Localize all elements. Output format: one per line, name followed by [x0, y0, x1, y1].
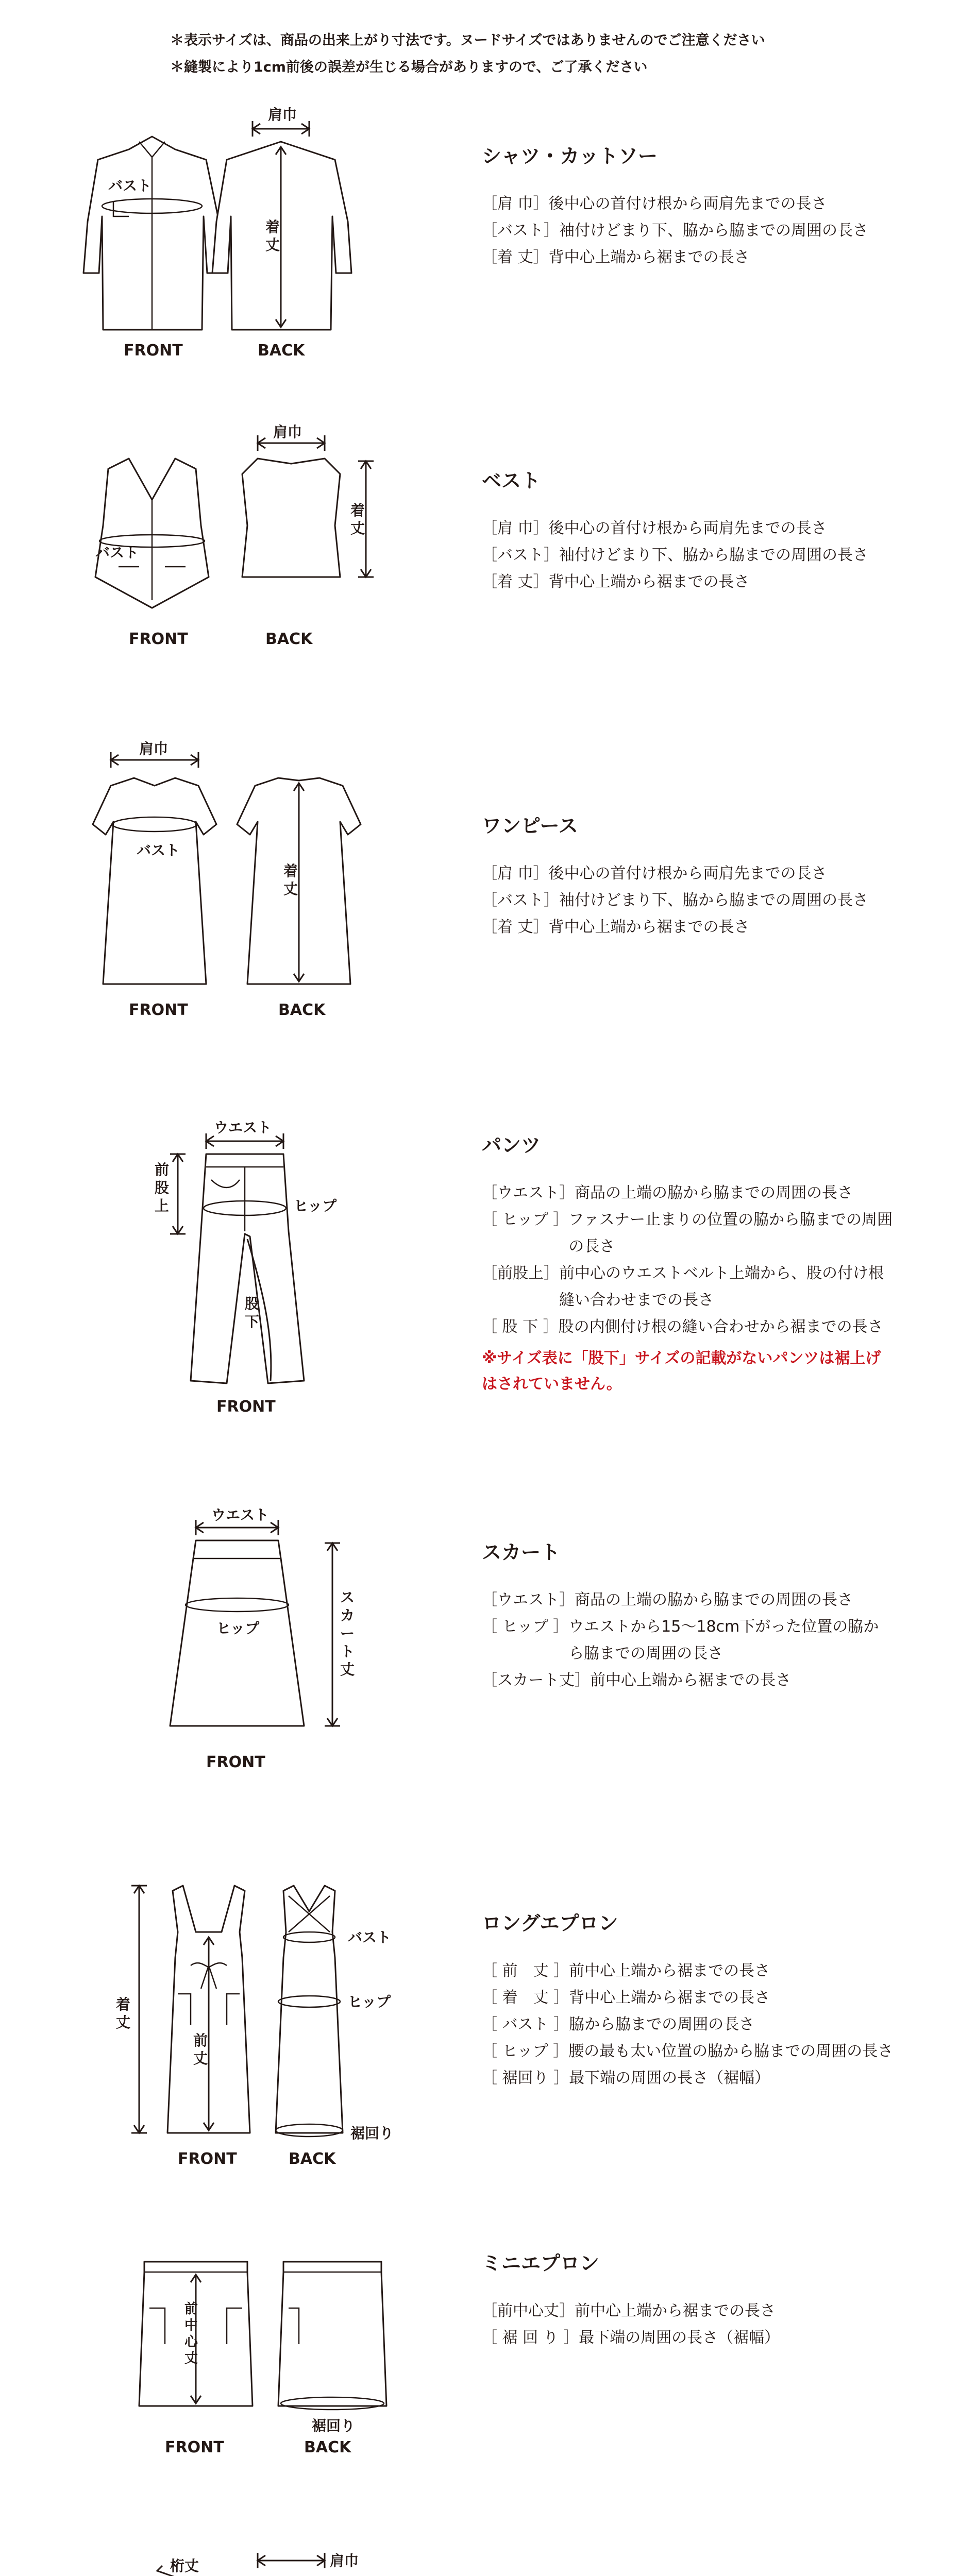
measure-label: ［肩 巾］	[482, 865, 549, 883]
measure-text: 袖付けどまり下、脇から脇までの周囲の長さ	[559, 891, 868, 909]
vest-length-label-1: 着	[350, 502, 365, 519]
long-apron-front-caption: FRONT	[178, 2150, 237, 2168]
measure-row	[482, 887, 894, 914]
measure-row	[482, 515, 894, 542]
measure-label: ［前股上］	[482, 1264, 559, 1282]
long-apron-length-label-2: 丈	[116, 2014, 131, 2031]
measure-label: ［着 丈］	[482, 248, 549, 266]
measure-row	[482, 2038, 894, 2065]
measure-label: ［ バスト ］	[482, 2015, 569, 2033]
measure-row	[482, 244, 894, 271]
pants-front-caption: FRONT	[216, 1398, 276, 1416]
long-apron-length-arrow	[131, 1886, 147, 2133]
pants-inseam-label-2: 下	[245, 1313, 260, 1330]
skirt-waist-label: ウエスト	[211, 1506, 270, 1523]
measure-text: 最下端の周囲の長さ（裾幅）	[569, 2069, 770, 2087]
section-title: ワンピース	[482, 815, 578, 837]
description-shirt	[482, 144, 894, 271]
measure-label: ［バスト］	[482, 546, 559, 564]
note-sewing-tolerance: ＊縫製により1cm前後の誤差が生じる場合がありますので、ご了承ください	[170, 59, 648, 75]
measure-row	[482, 860, 894, 887]
vest-back-caption: BACK	[265, 630, 313, 648]
measure-row	[482, 569, 894, 596]
figure-gown	[62, 2550, 423, 2576]
one-piece-back-caption: BACK	[278, 1001, 326, 1019]
shirt-length-label-2: 丈	[265, 236, 280, 253]
measure-text: 股の内側付け根の縫い合わせから裾までの長さ	[558, 1318, 883, 1336]
vest-front-drawing	[95, 459, 209, 608]
measure-text: 袖付けどまり下、脇から脇までの周囲の長さ	[559, 222, 868, 240]
one-piece-length-label-2: 丈	[283, 880, 298, 897]
measure-text: 背中心上端から裾までの長さ	[569, 1989, 770, 2007]
measure-label: ［ウエスト］	[482, 1591, 575, 1609]
pants-front-drawing	[191, 1154, 304, 1383]
description-vest	[482, 469, 894, 596]
description-long-apron	[482, 1911, 894, 2092]
long-apron-back-drawing	[276, 1886, 343, 2137]
long-apron-front-length-label-1: 前	[193, 2032, 208, 2049]
measure-row	[482, 217, 894, 244]
measure-label: ［バスト］	[482, 222, 559, 240]
measure-row	[482, 1958, 894, 1985]
vest-bust-label: バスト	[95, 544, 139, 561]
description-skirt	[482, 1540, 894, 1694]
skirt-length-label-2: カ	[340, 1607, 355, 1624]
figure-long-apron	[62, 1855, 423, 2174]
one-piece-front-caption: FRONT	[129, 1001, 188, 1019]
gown-shoulder-arrow	[258, 2553, 325, 2568]
long-apron-back-caption: BACK	[289, 2150, 336, 2168]
shirt-back-caption: BACK	[258, 342, 305, 360]
vest-shoulder-label: 肩巾	[273, 423, 302, 440]
section-title: ロングエプロン	[482, 1912, 618, 1935]
shirt-back-drawing	[212, 121, 351, 330]
figure-shirt	[62, 98, 423, 366]
one-piece-back-drawing	[237, 778, 361, 984]
measure-text: ウエストから15～18cm下がった位置の脇から脇までの周囲の長さ	[568, 1618, 879, 1663]
pants-inseam-label-1: 股	[245, 1295, 260, 1312]
shirt-front-drawing	[83, 137, 223, 330]
measure-label: ［ 股 下 ］	[482, 1318, 559, 1336]
measure-text: 商品の上端の脇から脇までの周囲の長さ	[575, 1591, 853, 1609]
long-apron-front-length-label-2: 丈	[193, 2050, 208, 2067]
measure-row	[482, 1314, 894, 1341]
measure-text: 背中心上端から裾までの長さ	[548, 573, 750, 591]
measure-text: 最下端の周囲の長さ（裾幅）	[579, 2329, 780, 2347]
mini-apron-back-caption: BACK	[304, 2438, 351, 2456]
measure-text: 前中心上端から裾までの長さ	[590, 1671, 791, 1689]
measure-row	[482, 1260, 894, 1314]
measure-text: 脇から脇までの周囲の長さ	[569, 2015, 755, 2033]
figure-mini-apron	[62, 2241, 423, 2473]
measure-text: 背中心上端から裾までの長さ	[548, 918, 750, 936]
mini-apron-center-length-label-4: 丈	[184, 2351, 198, 2366]
skirt-length-label-4: ト	[340, 1643, 355, 1660]
description-mini-apron	[482, 2251, 894, 2351]
measure-label: ［前中心丈］	[482, 2302, 575, 2320]
measure-text: 前中心上端から裾までの長さ	[575, 2302, 776, 2320]
shirt-bust-label: バスト	[108, 177, 152, 194]
vest-length-label-2: 丈	[350, 520, 365, 537]
pants-rise-label-2: 股	[155, 1179, 170, 1196]
figure-skirt	[62, 1494, 423, 1783]
shirt-length-label-1: 着	[265, 218, 280, 235]
measure-row	[482, 2325, 894, 2351]
long-apron-hip-label: ヒップ	[348, 1993, 391, 2010]
measure-text: 前中心上端から裾までの長さ	[569, 1962, 770, 1980]
gown-sleeve-label: 桁丈	[170, 2557, 199, 2574]
measure-label: ［着 丈］	[482, 573, 549, 591]
measure-label: ［ 裾回り ］	[482, 2069, 569, 2087]
measure-label: ［バスト］	[482, 891, 559, 909]
figure-one-piece	[62, 737, 423, 1030]
pants-rise-label-1: 前	[155, 1161, 170, 1178]
section-title: パンツ	[482, 1134, 541, 1157]
measure-row	[482, 1614, 894, 1667]
measure-row	[482, 191, 894, 217]
skirt-length-label-5: 丈	[340, 1661, 355, 1678]
measure-text: 商品の上端の脇から脇までの周囲の長さ	[575, 1184, 853, 1202]
measure-text: ファスナー止まりの位置の脇から脇までの周囲の長さ	[568, 1211, 893, 1256]
measure-text: 後中心の首付け根から両肩先までの長さ	[548, 865, 827, 883]
pants-rise-label-3: 上	[155, 1197, 170, 1214]
note-finished-size: ＊表示サイズは、商品の出来上がり寸法です。ヌードサイズではありませんのでご注意ください	[170, 32, 765, 48]
description-pants	[482, 1133, 894, 1397]
mini-apron-hem-label: 裾回り	[312, 2417, 356, 2434]
measure-label: ［ウエスト］	[482, 1184, 575, 1202]
mini-apron-center-length-label-1: 前	[184, 2301, 198, 2317]
section-title: シャツ・カットソー	[482, 145, 658, 167]
measure-label: ［ 前 丈 ］	[482, 1962, 569, 1980]
figure-vest	[62, 422, 423, 659]
measure-text: 後中心の首付け根から両肩先までの長さ	[548, 195, 827, 213]
long-apron-length-label-1: 着	[116, 1996, 131, 2013]
measure-row	[482, 2298, 894, 2325]
measure-row	[482, 2065, 894, 2092]
vest-front-caption: FRONT	[129, 630, 188, 648]
measure-row	[482, 1985, 894, 2011]
figure-pants	[62, 1103, 423, 1422]
hemming-warning: ※サイズ表に「股下」サイズの記載がないパンツは裾上げはされていません。	[482, 1349, 881, 1393]
gown-shoulder-label: 肩巾	[330, 2552, 359, 2569]
measure-text: 腰の最も太い位置の脇から脇までの周囲の長さ	[568, 2042, 894, 2060]
shirt-front-caption: FRONT	[124, 342, 183, 360]
skirt-length-label-1: ス	[340, 1589, 355, 1606]
description-one-piece	[482, 814, 894, 941]
measure-label: ［スカート丈］	[482, 1671, 590, 1689]
mini-apron-center-length-label-3: 心	[184, 2334, 198, 2350]
mini-apron-front-caption: FRONT	[165, 2438, 224, 2456]
pants-rise-arrow	[170, 1154, 186, 1234]
measure-label: ［ ヒップ ］	[482, 2042, 569, 2060]
section-title: ミニエプロン	[482, 2252, 600, 2275]
long-apron-hem-label: 裾回り	[350, 2125, 394, 2142]
skirt-hip-label: ヒップ	[216, 1620, 260, 1637]
measure-row	[482, 914, 894, 941]
mini-apron-back-drawing	[278, 2262, 386, 2410]
skirt-length-arrow	[325, 1543, 340, 1726]
mini-apron-center-length-label-2: 中	[184, 2318, 198, 2333]
notes	[170, 31, 840, 84]
skirt-length-label-3: ー	[340, 1625, 355, 1642]
measure-label: ［ 裾 回 り ］	[482, 2329, 579, 2347]
measure-text: 袖付けどまり下、脇から脇までの周囲の長さ	[559, 546, 868, 564]
measure-label: ［肩 巾］	[482, 519, 549, 537]
measure-text: 後中心の首付け根から両肩先までの長さ	[548, 519, 827, 537]
measure-row	[482, 2011, 894, 2038]
pants-hip-label: ヒップ	[294, 1197, 337, 1214]
pants-waist-label: ウエスト	[214, 1119, 272, 1136]
section-title: ベスト	[482, 469, 541, 492]
shirt-shoulder-label: 肩巾	[268, 106, 297, 123]
measure-row	[482, 542, 894, 569]
measure-row	[482, 1180, 894, 1207]
measure-label: ［ ヒップ ］	[482, 1618, 569, 1636]
long-apron-front-drawing	[167, 1886, 250, 2133]
mini-apron-front-drawing	[139, 2262, 253, 2406]
long-apron-bust-label: バスト	[348, 1929, 392, 1946]
measure-text: 前中心のウエストベルト上端から、股の付け根縫い合わせまでの長さ	[559, 1264, 884, 1309]
section-title: スカート	[482, 1541, 561, 1564]
one-piece-bust-label: バスト	[137, 842, 180, 859]
one-piece-length-label-1: 着	[283, 862, 298, 879]
measure-label: ［ 着 丈 ］	[482, 1989, 569, 2007]
one-piece-front-drawing	[93, 778, 216, 984]
one-piece-shoulder-label: 肩巾	[139, 740, 169, 757]
measure-text: 背中心上端から裾までの長さ	[548, 248, 750, 266]
measure-label: ［肩 巾］	[482, 195, 549, 213]
skirt-front-caption: FRONT	[206, 1753, 265, 1771]
measure-row	[482, 1207, 894, 1260]
measure-label: ［ ヒップ ］	[482, 1211, 569, 1229]
measure-row	[482, 1587, 894, 1614]
measure-label: ［着 丈］	[482, 918, 549, 936]
measure-row	[482, 1667, 894, 1694]
